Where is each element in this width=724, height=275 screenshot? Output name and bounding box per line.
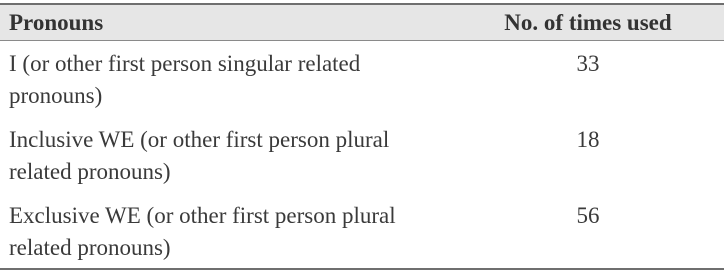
table-header-rule [0,40,724,41]
column-header-pronouns: Pronouns [9,10,104,35]
table-bottom-rule [0,268,724,270]
column-header-times-used: No. of times used [504,10,672,35]
times-used-cell: 56 [576,203,600,228]
table-header-row [0,5,724,40]
pronoun-cell: Inclusive WE (or other first person plural related pronouns) [9,127,390,184]
pronoun-cell: I (or other first person singular related pronouns) [9,51,361,108]
times-used-cell: 33 [576,51,600,76]
times-used-cell: 18 [576,127,600,152]
pronoun-cell: Exclusive WE (or other first person plural related pronouns) [9,203,396,260]
